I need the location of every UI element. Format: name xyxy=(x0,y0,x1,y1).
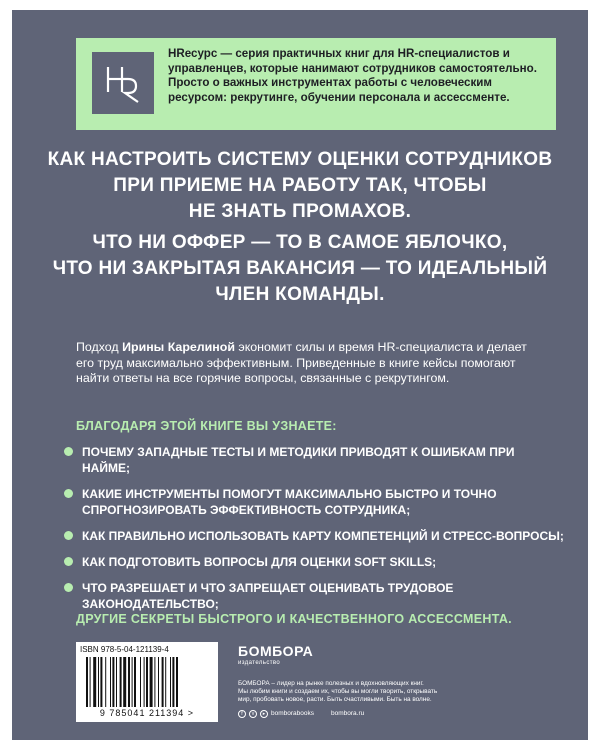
section-title: БЛАГОДАРЯ ЭТОЙ КНИГЕ ВЫ УЗНАЕТЕ: xyxy=(76,419,337,433)
publisher-subtitle: издательство xyxy=(238,660,281,666)
publisher-site-link[interactable]: bombora.ru xyxy=(331,710,365,717)
list-item: ЧТО РАЗРЕШАЕТ И ЧТО ЗАПРЕЩАЕТ ОЦЕНИВАТЬ ТРУДОВОЕ ЗАКОНОДАТЕЛЬСТВО; xyxy=(64,580,564,612)
barcode-block xyxy=(76,642,218,722)
bullet-dot-icon xyxy=(64,447,73,456)
series-brand: HR xyxy=(168,47,185,60)
barcode-icon xyxy=(86,657,208,707)
book-back-cover xyxy=(12,10,588,740)
bullet-dot-icon xyxy=(64,489,73,498)
list-item: КАК ПРАВИЛЬНО ИСПОЛЬЗОВАТЬ КАРТУ КОМПЕТЕНЦИЙ И СТРЕСС-ВОПРОСЫ; xyxy=(64,528,564,544)
series-description: HRесурс — серия практичных книг для HR-специалистов и управленцев, которые нанимают сотрудников самостоятельно. Просто о важных инструментах работы с человеческим ресурсом: рекрутинге, обучении персонала и ассессменте. xyxy=(168,47,537,104)
isbn-label: ISBN 978-5-04-121139-4 xyxy=(80,645,169,654)
youtube-icon[interactable]: ▸ xyxy=(260,710,268,718)
bullet-dot-icon xyxy=(64,583,73,592)
publisher-name: БОМБОРА xyxy=(238,643,314,659)
intro-paragraph: Подход Ирины Карелиной экономит силы и время HR-специалиста и делает его труд максимально эффективным. Приведенные в книге кейсы помогают найти ответы на все горячие вопросы, связанные с рекрутингом. xyxy=(76,340,527,386)
series-promo-box xyxy=(76,38,556,130)
vk-icon[interactable]: v xyxy=(249,710,257,718)
social-handle[interactable]: bomborabooks xyxy=(271,710,314,717)
publisher-socials xyxy=(238,709,364,718)
headline-primary: КАК НАСТРОИТЬ СИСТЕМУ ОЦЕНКИ СОТРУДНИКОВ ПРИ ПРИЕМЕ НА РАБОТУ ТАК, ЧТОБЫ НЕ ЗНАТЬ ПРОМАХОВ. xyxy=(47,149,553,222)
facebook-icon[interactable]: f xyxy=(238,710,246,718)
author-name: Ирины Карелиной xyxy=(122,340,235,354)
bullet-dot-icon xyxy=(64,557,73,566)
publisher-description: БОМБОРА – лидер на рынке полезных и вдохновляющих книг. Мы любим книги и создаем их, чтобы вы могли творить, открывать мир, пробовать новое, расти. Быть счастливыми. Быть на волне. xyxy=(238,680,438,704)
headline-secondary: ЧТО НИ ОФФЕР — ТО В САМОЕ ЯБЛОЧКО, ЧТО НИ ЗАКРЫТАЯ ВАКАНСИЯ — ТО ИДЕАЛЬНЫЙ ЧЛЕН КОМАНДЫ. xyxy=(52,232,548,305)
list-item: КАК ПОДГОТОВИТЬ ВОПРОСЫ ДЛЯ ОЦЕНКИ SOFT SKILLS; xyxy=(64,554,564,570)
closing-line: ДРУГИЕ СЕКРЕТЫ БЫСТРОГО И КАЧЕСТВЕННОГО АССЕССМЕНТА. xyxy=(76,612,512,626)
list-item: ПОЧЕМУ ЗАПАДНЫЕ ТЕСТЫ И МЕТОДИКИ ПРИВОДЯТ К ОШИБКАМ ПРИ НАЙМЕ; xyxy=(64,444,564,476)
bullet-dot-icon xyxy=(64,531,73,540)
publisher-logo xyxy=(238,644,313,667)
ean-digits: 9 785041 211394 > xyxy=(99,708,195,718)
benefits-list xyxy=(64,444,564,622)
list-item: КАКИЕ ИНСТРУМЕНТЫ ПОМОГУТ МАКСИМАЛЬНО БЫСТРО И ТОЧНО СПРОГНОЗИРОВАТЬ ЭФФЕКТИВНОСТЬ СОТРУДНИКА; xyxy=(64,486,564,518)
hr-logo-icon xyxy=(92,52,154,114)
